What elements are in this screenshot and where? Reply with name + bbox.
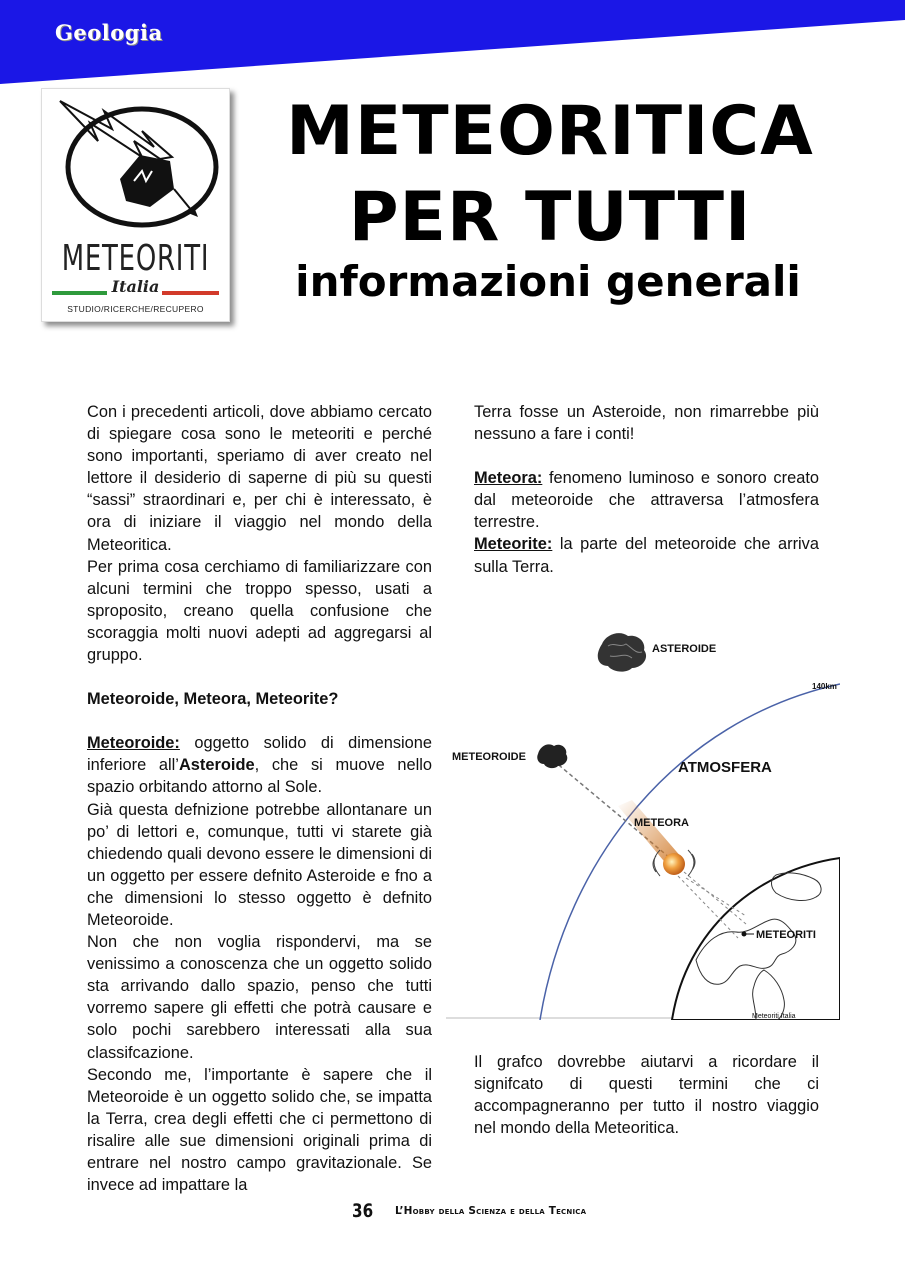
- left-column: [87, 401, 432, 1196]
- article-title-line2: PER TUTTI: [348, 178, 752, 257]
- logo-name: METEORITI: [61, 238, 210, 279]
- fragment-path: [684, 872, 746, 924]
- term-meteoroide: Meteoroide:: [87, 734, 180, 753]
- definition-text: fenomeno luminoso e sonoro creato dal meteoroide che attraversa l’atmosfera terrestre.: [474, 469, 819, 532]
- label-meteoriti: METEORITI: [756, 929, 816, 941]
- meteoroide-rock: [537, 744, 567, 768]
- fireball: [663, 853, 685, 875]
- definition-text: oggetto solido di dimensione inferiore all’: [87, 734, 432, 775]
- label-altitude: 140km: [812, 682, 837, 691]
- diagram-caption: [474, 1051, 819, 1139]
- term-asteroide: Asteroide: [178, 756, 255, 775]
- paragraph: Secondo me, l’importante è sapere che il Meteoroide è un oggetto solido che, se impatta la Terra, crea degli effetti che ci permettono di risalire alle sue dimensioni originali prima di entrare nel nostro campo gravitazionale. Se invece ad impattare la: [87, 1065, 432, 1195]
- caption-text: Il grafco dovrebbe aiutarvi a ricordare il signifcato di questi termini che ci accompagneranno per tutto il nostro viaggio nel mondo della Meteoritica.: [474, 1053, 819, 1138]
- logo-country: Italia: [111, 277, 160, 296]
- paragraph: Per prima cosa cerchiamo di familiarizzare con alcuni termini che troppo spesso, usati a sproposito, creano quella confusione che scoraggia molti nuovi adepti ad aggregarsi al gruppo.: [87, 557, 432, 665]
- paragraph: Non che non voglia rispondervi, ma se venissimo a conoscenza che un oggetto solido sta arrivando dallo spazio, penso che tutti vorremo sapere gli effetti che potrà causare e solo pochi sarebbero interessati alla sua classifcazione.: [87, 933, 432, 1062]
- publisher-logo: [41, 88, 230, 322]
- article-title-line1: METEORITICA: [286, 92, 814, 171]
- section-label: Geologia: [55, 20, 163, 45]
- paragraph: Terra fosse un Asteroide, non rimarrebbe più nessuno a fare i conti!: [474, 403, 819, 444]
- paragraph: Già questa defnizione potrebbe allontanare un po’ di lettori e, comunque, tutti vi starete già chiedendo quali devono essere le dimensioni di un oggetto per essere defnito Asteroide e fno a che dimensioni lo stesso oggetto è defnito Meteoroide.: [87, 800, 432, 929]
- paragraph: Con i precedenti articoli, dove abbiamo cercato di spiegare cosa sono le meteoriti e perché sono importanti, speriamo di aver creato nel lettore il desiderio di saperne di più su questi “sassi” straordinari e, per chi è interessato, è ora di iniziare il viaggio nel mondo della Meteoritica.: [87, 403, 432, 554]
- label-meteoroide: METEOROIDE: [452, 751, 526, 763]
- magazine-title: L’Hobby della Scienza e della Tecnica: [395, 1205, 587, 1217]
- definition-text: la parte del meteoroide che arriva sulla Terra.: [474, 535, 819, 576]
- label-atmosfera: ATMOSFERA: [678, 759, 772, 776]
- fragment-path: [678, 876, 738, 938]
- logo-arrow-line: [174, 189, 192, 211]
- term-meteora: Meteora:: [474, 469, 543, 488]
- term-meteorite: Meteorite:: [474, 535, 553, 554]
- page-number: 36: [352, 1200, 374, 1222]
- diagram-credit: Meteoriti Italia: [752, 1013, 796, 1020]
- diagram-figure: [446, 620, 840, 1020]
- definition-meteoroide: [87, 732, 432, 798]
- definition-text: , che si muove nello spazio orbitando attorno al Sole.: [87, 756, 433, 797]
- article-subtitle: informazioni generali: [295, 257, 801, 306]
- label-meteora: METEORA: [634, 817, 689, 829]
- label-asteroide: ASTEROIDE: [652, 643, 717, 655]
- definition-meteorite: [474, 533, 819, 577]
- fragment-path: [686, 878, 746, 916]
- section-heading: Meteoroide, Meteora, Meteorite?: [87, 690, 339, 709]
- logo-tagline: STUDIO/RICERCHE/RECUPERO: [67, 304, 204, 314]
- definition-meteora: [474, 467, 819, 533]
- meteor-diagram: [446, 620, 840, 1020]
- right-column: [474, 401, 819, 578]
- page-footer: [0, 1200, 905, 1230]
